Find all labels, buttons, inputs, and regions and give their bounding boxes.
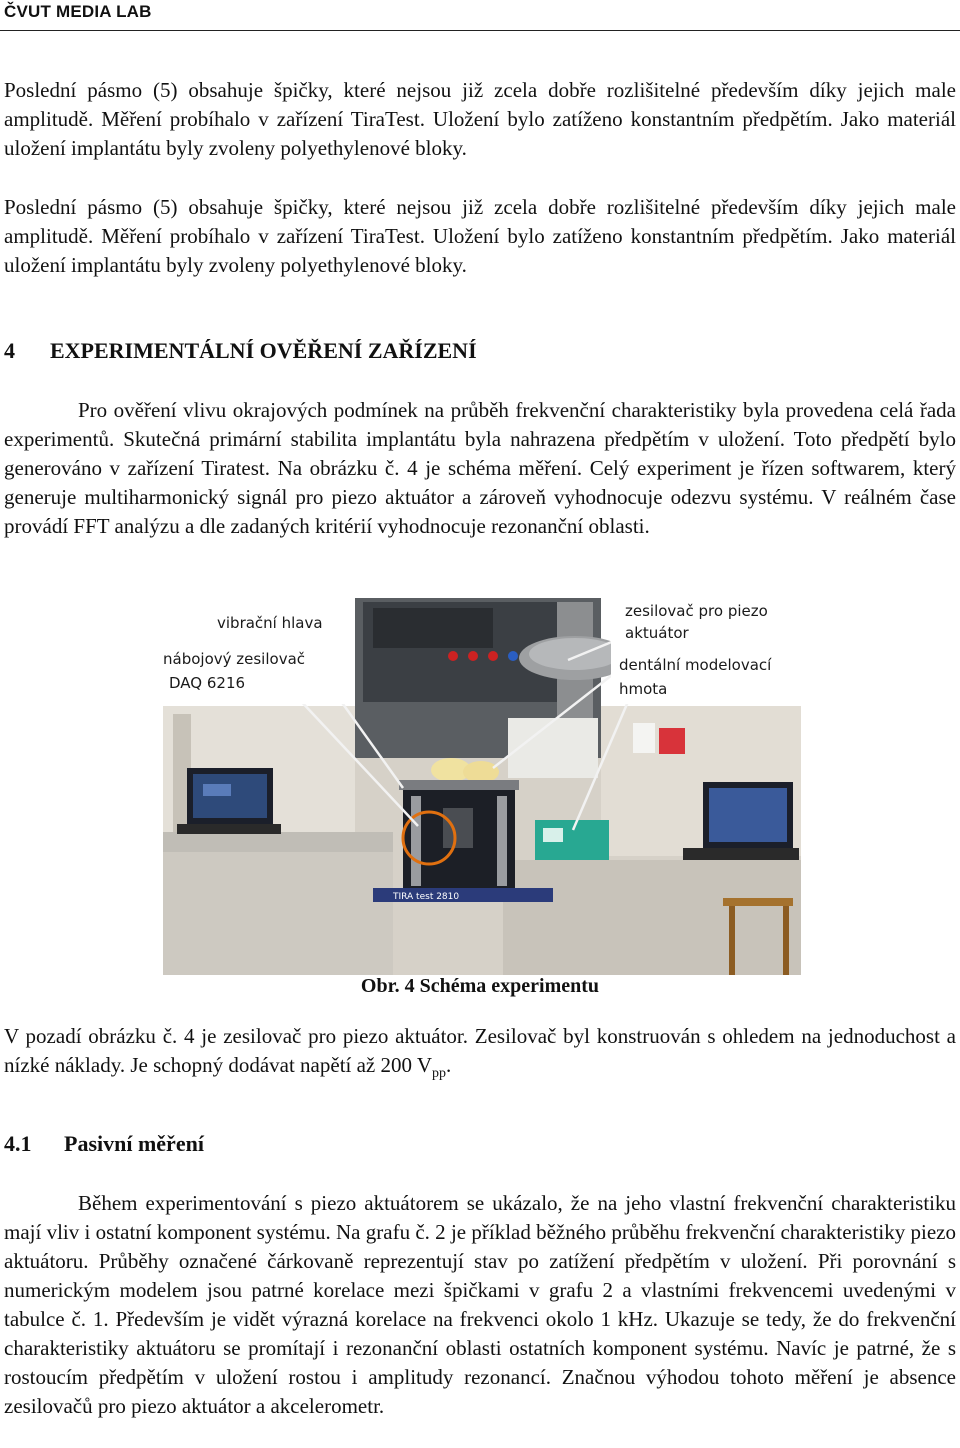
paragraph-2: Poslední pásmo (5) obsahuje špičky, které nejsou již zcela dobře rozlišitelné především díky jejich male amplitudě. Měření probíhalo v zařízení TiraTest. Uložení bylo zatíženo konstantním předpětím. Jako materiál uložení implantátu byly zvoleny polyethylenové bloky. (4, 195, 956, 277)
label-piezo-amplifier-2: aktuátor (625, 624, 689, 642)
paragraph-1: Poslední pásmo (5) obsahuje špičky, které nejsou již zcela dobře rozlišitelné především díky jejich male amplitudě. Měření probíhalo v zařízení TiraTest. Uložení bylo zatíženo konstantním předpětím. Jako materiál uložení implantátu byly zvoleny polyethylenové bloky. (4, 78, 956, 160)
experiment-photo (163, 598, 801, 975)
chair (723, 898, 793, 906)
tira-label: TIRA test 2810 (393, 892, 460, 902)
section-4-1-title: Pasivní měření (64, 1131, 204, 1156)
paragraph-4-subscript: pp (432, 1066, 447, 1081)
section-4-1-number: 4.1 (4, 1131, 32, 1156)
paragraph-3: Pro ověření vlivu okrajových podmínek na průběh frekvenční charakteristiky byla provedena celá řada experimentů. Skutečná primární stabilita implantátu byla nahrazena předpětím v uložení. Toto předpětí bylo generováno v zařízení Tiratest. Na obrázku č. 4 je schéma měření. Celý experiment je řízen softwarem, který generuje multiharmonický signál pro piezo aktuátor a zároveň vyhodnocuje odezvu systému. V reálném čase provádí FFT analýzu a dle zadaných kritérií vyhodnocuje rezonanční oblasti. (4, 398, 956, 538)
label-dental-mass-1: dentální modelovací (619, 656, 772, 674)
paragraph-4-text: V pozadí obrázku č. 4 je zesilovač pro piezo aktuátor. Zesilovač byl konstruován s ohledem na jednoduchost a nízké náklady. Je schopný dodávat napětí až 200 V (4, 1024, 956, 1077)
label-dental-mass-2: hmota (619, 680, 668, 698)
label-charge-amplifier: nábojový zesilovač (163, 650, 306, 668)
desk-right (503, 860, 801, 975)
section-4-title: EXPERIMENTÁLNÍ OVĚŘENÍ ZAŘÍZENÍ (50, 338, 477, 363)
label-piezo-amplifier-1: zesilovač pro piezo (625, 602, 768, 620)
header-divider (0, 30, 960, 31)
section-4-1-heading (4, 1131, 204, 1157)
header-title: ČVUT MEDIA LAB (4, 2, 152, 21)
section-4-number: 4 (4, 338, 15, 363)
paragraph-4-end: . (446, 1053, 452, 1077)
paragraph-4 (4, 1022, 956, 1080)
desk-left (163, 832, 393, 852)
paragraph-5: Během experimentování s piezo aktuátorem se ukázalo, že na jeho vlastní frekvenční charakteristiku mají vliv i ostatní komponent systému. Na grafu č. 2 je příklad běžného průběhu frekvenční charakteristiky piezo aktuátoru. Průběhy označené čárkovaně reprezentují stav po zatížení předpětím v uložení. Při porovnání s numerickým modelem jsou patrné korelace mezi špičkami v grafu 2 a vlastními frekvencemi uvedenými v tabulce č. 1. Především je vidět výrazná korelace na frekvenci okolo 1 kHz. Ukazuje se tedy, že do frekvenční charakteristiky aktuátoru se promítají i rezonanční oblasti ostatních komponent systému. Navíc je patrné, že s rostoucím předpětím v uložení rostou i amplitudy rezonancí. Značnou výhodou tohoto měření je absence zesilovačů pro piezo aktuátor a akcelerometr. (4, 1191, 956, 1418)
label-daq: DAQ 6216 (169, 674, 246, 692)
label-vibration-head: vibrační hlava (217, 614, 323, 632)
figure-caption: Obr. 4 Schéma experimentu (360, 975, 600, 997)
section-4-heading (4, 338, 477, 364)
